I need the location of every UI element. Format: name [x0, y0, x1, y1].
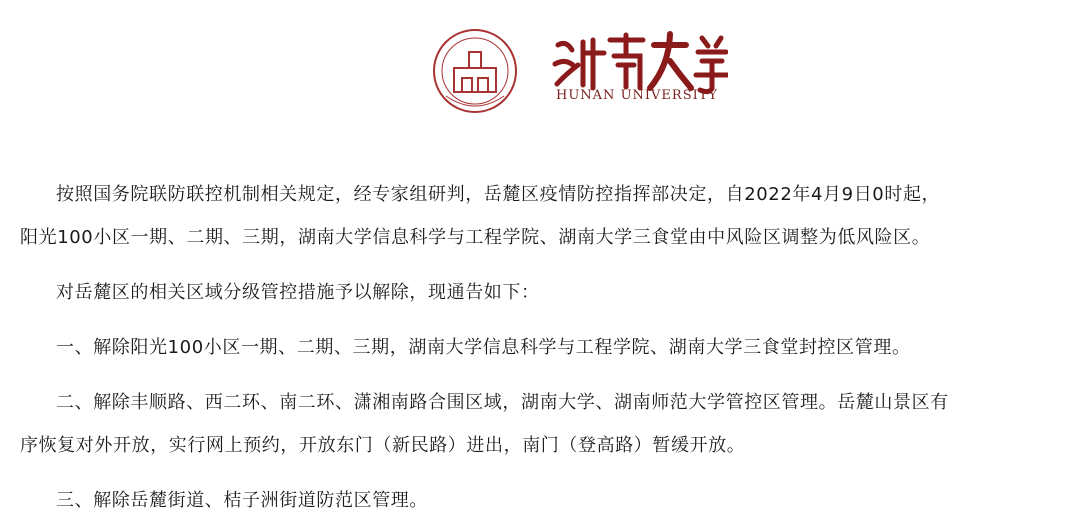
brand-english-name: HUNAN UNIVERSITY: [556, 88, 718, 103]
notice-paragraph: [20, 173, 1065, 216]
notice-paragraph-continuation: [20, 216, 1065, 259]
notice-text: 按照国务院联防联控机制相关规定，经专家组研判，岳麓区疫情防控指挥部决定，自2022年4月9日0时起，: [56, 184, 941, 205]
notice-text: 一、解除阳光100小区一期、二期、三期，湖南大学信息科学与工程学院、湖南大学三食堂封控区管理。: [56, 337, 911, 358]
notice-text: 三、解除岳麓街道、桔子洲街道防范区管理。: [56, 490, 428, 511]
university-seal-icon: [432, 28, 518, 114]
notice-paragraph-continuation: [20, 424, 1065, 467]
notice-text: 序恢复对外开放，实行网上预约，开放东门（新民路）进出，南门（登高路）暂缓开放。: [20, 435, 746, 456]
notice-paragraph: [20, 381, 1065, 424]
notice-paragraph: [20, 479, 1065, 522]
notice-body: [20, 173, 1065, 522]
notice-text: 二、解除丰顺路、西二环、南二环、潇湘南路合围区域，湖南大学、湖南师范大学管控区管理。岳麓山景区有: [56, 392, 949, 413]
notice-paragraph: [20, 326, 1065, 369]
notice-text: 阳光100小区一期、二期、三期，湖南大学信息科学与工程学院、湖南大学三食堂由中风险区调整为低风险区。: [20, 227, 931, 248]
notice-text: 对岳麓区的相关区域分级管控措施予以解除，现通告如下：: [56, 282, 540, 303]
notice-paragraph: [20, 271, 1065, 314]
header: [0, 0, 1080, 140]
